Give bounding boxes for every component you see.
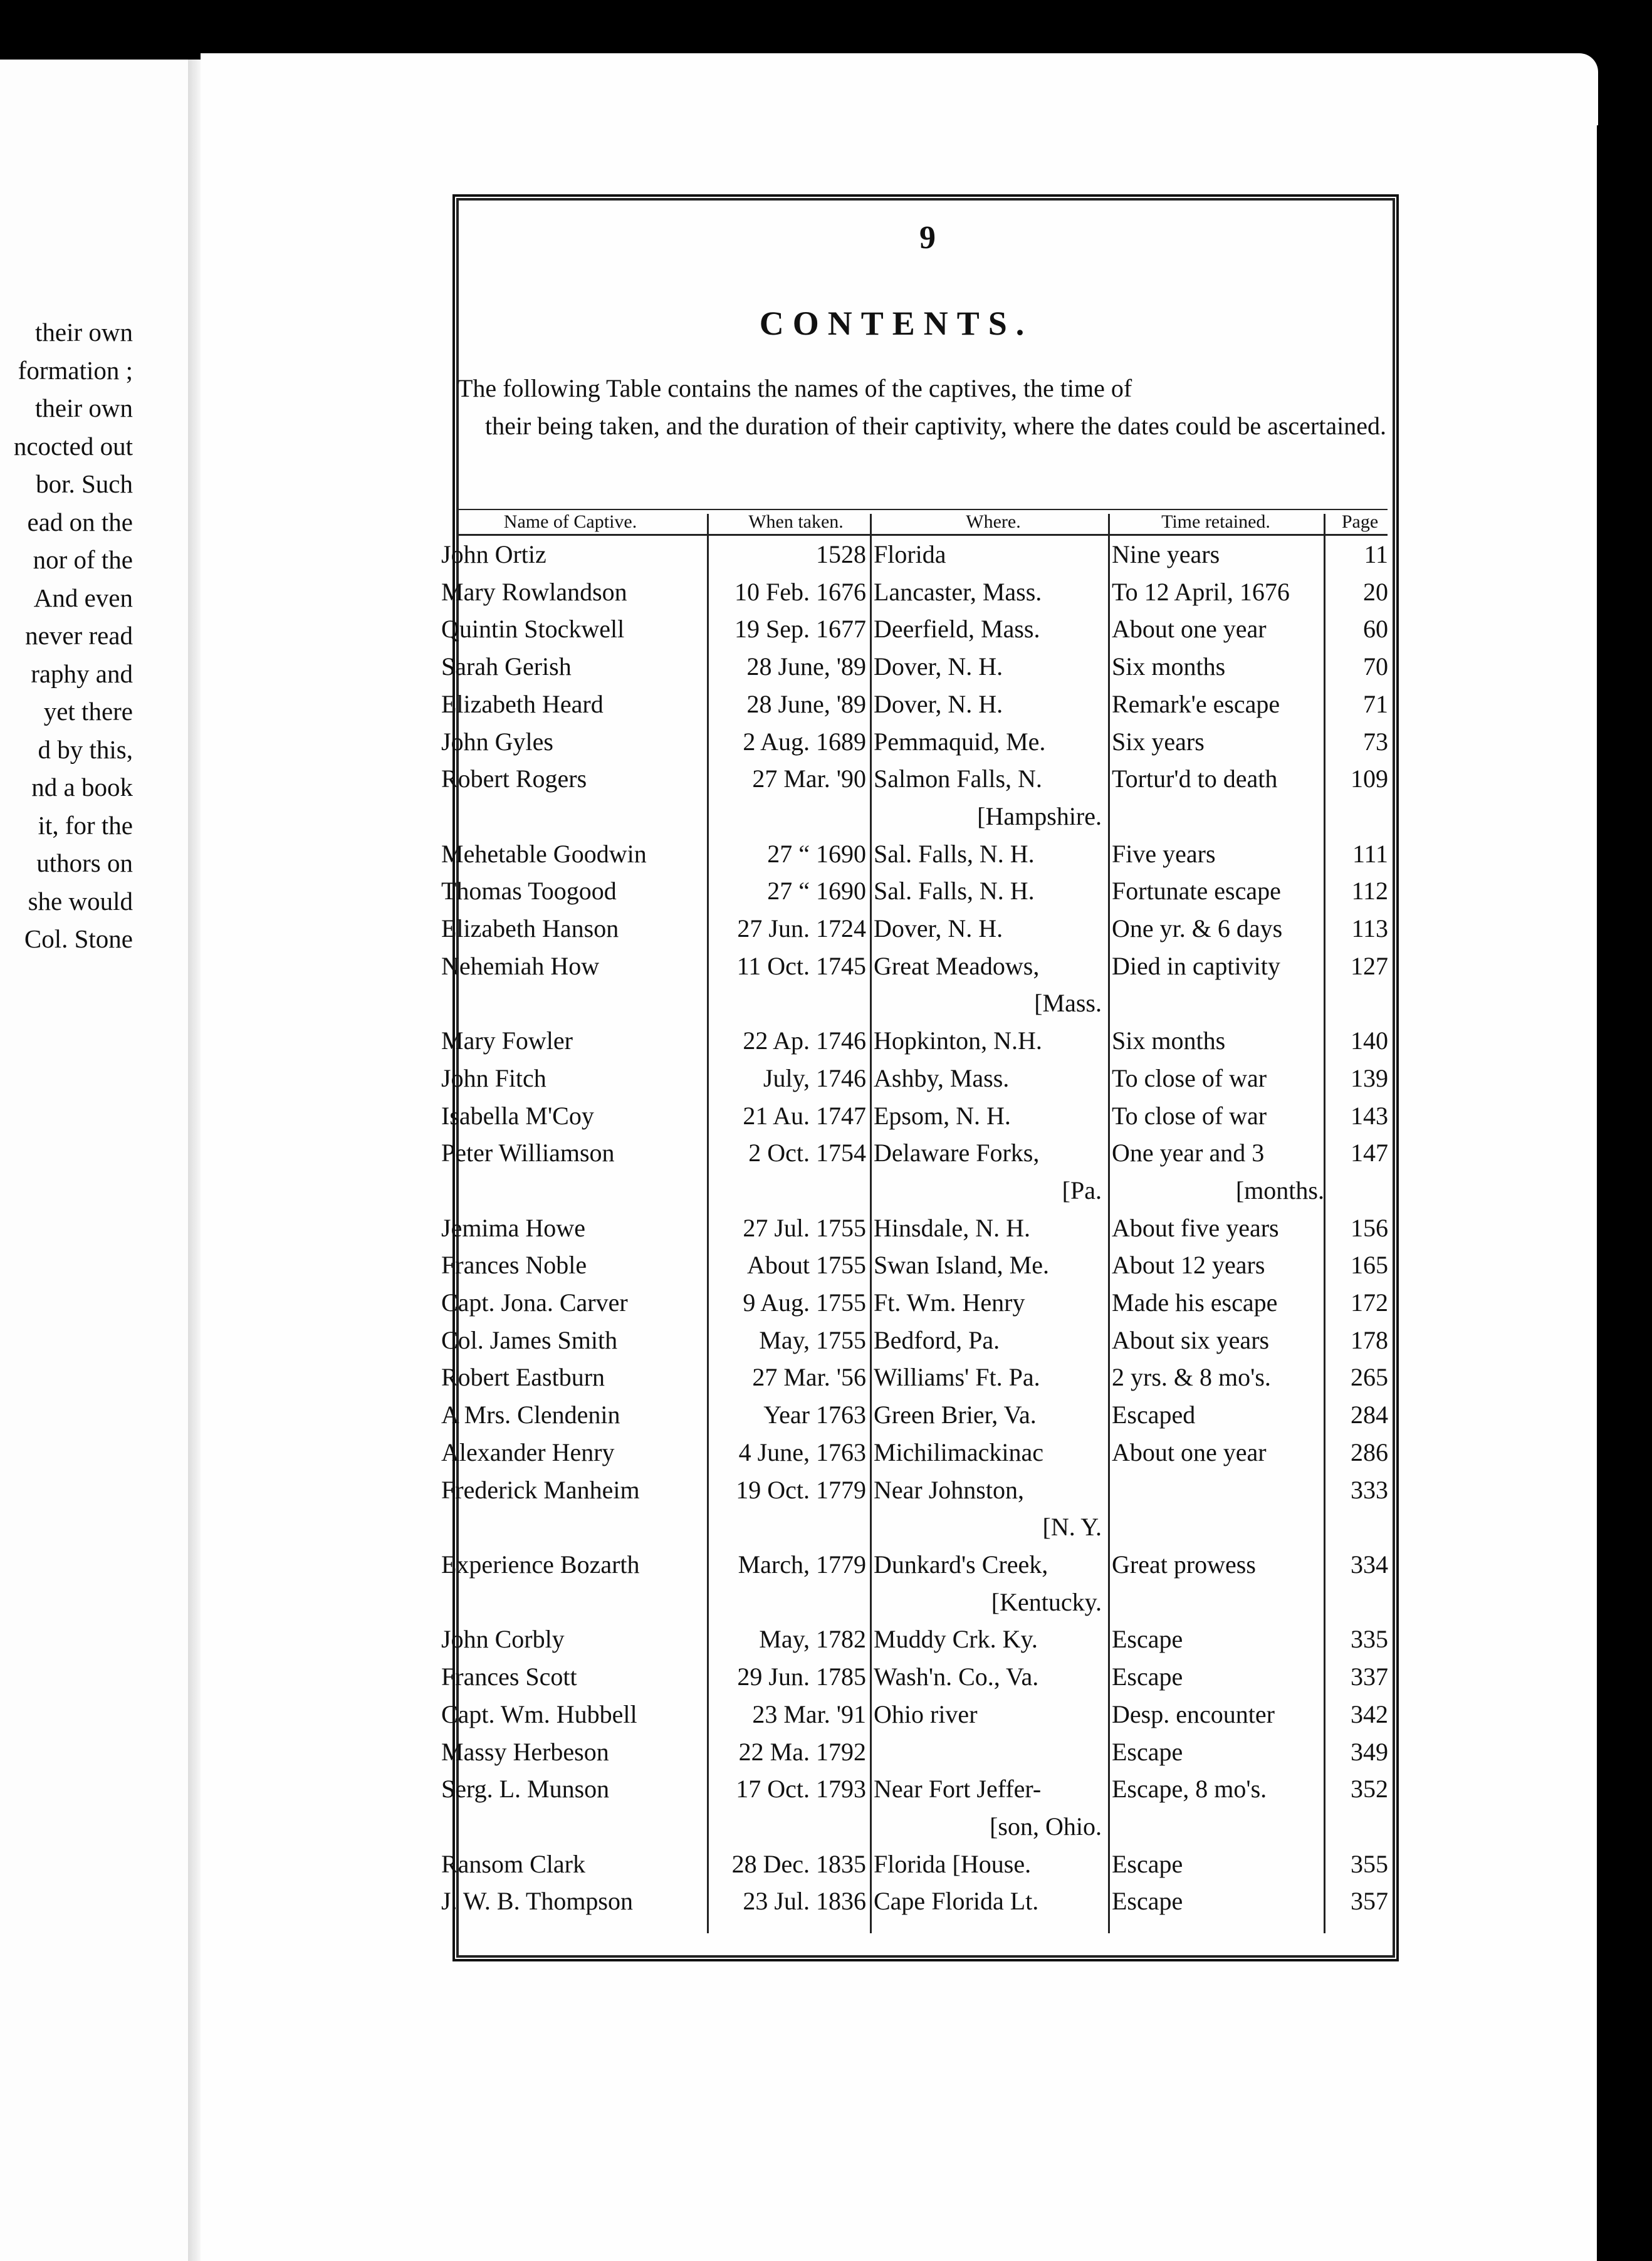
- page-ref: 265: [1351, 1363, 1388, 1392]
- place-taken: [N. Y.: [1042, 1513, 1102, 1542]
- date-taken: May, 1782: [759, 1625, 866, 1654]
- time-retained: Six months: [1112, 1026, 1226, 1055]
- page-ref: [1332, 1584, 1394, 1621]
- place-taken: [Kentucky.: [991, 1587, 1102, 1616]
- time-retained: About six years: [1112, 1325, 1270, 1354]
- table-row: [439, 648, 1394, 686]
- place-taken: Hinsdale, N. H.: [874, 1213, 1030, 1242]
- page-ref: 335: [1351, 1625, 1388, 1654]
- time-retained: About 12 years: [1112, 1251, 1265, 1280]
- time-retained: Escape: [1112, 1887, 1183, 1916]
- place-taken: Deerfield, Mass.: [874, 615, 1040, 644]
- table-row: [439, 798, 1394, 835]
- place-taken: Florida: [874, 540, 946, 568]
- table-row: [439, 1322, 1394, 1359]
- table-row: [439, 1022, 1394, 1060]
- time-retained: [1109, 1584, 1332, 1621]
- place-taken: Wash'n. Co., Va.: [874, 1663, 1039, 1691]
- table-row: [439, 1284, 1394, 1322]
- time-retained: Tortur'd to death: [1112, 765, 1278, 793]
- date-taken: [708, 1584, 871, 1621]
- place-taken: Sal. Falls, N. H.: [874, 877, 1035, 906]
- date-taken: 9 Aug. 1755: [743, 1288, 866, 1317]
- page-ref: [1332, 1508, 1394, 1546]
- table-row: [439, 1584, 1394, 1621]
- captive-name: Capt. Wm. Hubbell: [441, 1700, 637, 1728]
- page-number: 9: [919, 220, 936, 256]
- place-taken: Near Johnston,: [874, 1475, 1024, 1504]
- table-row: [439, 1546, 1394, 1584]
- date-taken: 2 Aug. 1689: [743, 727, 866, 756]
- page-ref: 286: [1351, 1438, 1388, 1466]
- left-page-line: uthors on: [36, 849, 133, 877]
- place-taken: Florida [House.: [874, 1849, 1032, 1878]
- page-ref: 70: [1363, 652, 1388, 681]
- time-retained: Six months: [1112, 652, 1226, 681]
- left-page-line: ncocted out: [13, 431, 133, 461]
- captive-name: Capt. Jona. Carver: [441, 1288, 628, 1317]
- captive-name: Elizabeth Hanson: [441, 914, 619, 943]
- captive-name: Massy Herbeson: [441, 1737, 609, 1766]
- captives-table: [439, 536, 1394, 1920]
- place-taken: Ohio river: [874, 1700, 978, 1728]
- captive-name: Mary Fowler: [441, 1026, 573, 1055]
- time-retained: Made his escape: [1112, 1288, 1278, 1317]
- date-taken: May, 1755: [759, 1325, 866, 1354]
- time-retained: Died in captivity: [1112, 951, 1280, 980]
- date-taken: July, 1746: [763, 1063, 866, 1092]
- contents-heading: CONTENTS.: [759, 305, 1033, 342]
- place-taken: Dunkard's Creek,: [874, 1550, 1048, 1579]
- date-taken: 27 Jun. 1724: [737, 914, 866, 943]
- place-taken: Williams' Ft. Pa.: [874, 1363, 1040, 1392]
- captive-name: Thomas Toogood: [441, 877, 617, 906]
- column-header-where: Where.: [966, 511, 1021, 532]
- page-ref: 334: [1351, 1550, 1388, 1579]
- date-taken: 28 June, '89: [746, 689, 866, 718]
- time-retained: Nine years: [1112, 540, 1220, 568]
- page-ref: 172: [1351, 1288, 1388, 1317]
- header-rule-top: [457, 509, 1388, 510]
- left-page-line: ead on the: [27, 507, 133, 536]
- page-ref: 143: [1351, 1101, 1388, 1130]
- captive-name: Mehetable Goodwin: [441, 839, 647, 868]
- page-ref: 352: [1351, 1775, 1388, 1804]
- page-ref: 73: [1363, 727, 1388, 756]
- date-taken: 27 “ 1690: [767, 877, 866, 906]
- place-taken: Ft. Wm. Henry: [874, 1288, 1025, 1317]
- captive-name: John Fitch: [441, 1063, 546, 1092]
- date-taken: [708, 798, 871, 835]
- table-row: [439, 1882, 1394, 1920]
- table-row: [439, 1209, 1394, 1247]
- time-retained: Escape: [1112, 1663, 1183, 1691]
- page-ref: 147: [1351, 1139, 1388, 1167]
- page-edge-shadow: [1597, 125, 1652, 2261]
- time-retained: Escape, 8 mo's.: [1112, 1775, 1267, 1804]
- table-row: [439, 1621, 1394, 1658]
- place-taken: Great Meadows,: [874, 951, 1040, 980]
- table-row: [439, 1434, 1394, 1471]
- captive-name: J. W. B. Thompson: [441, 1887, 633, 1916]
- left-page-text: [0, 313, 133, 958]
- date-taken: Year 1763: [763, 1401, 866, 1429]
- place-taken: Michilimackinac: [874, 1438, 1044, 1466]
- table-row: [439, 948, 1394, 985]
- page-ref: 71: [1363, 689, 1388, 718]
- place-taken: Hopkinton, N.H.: [874, 1026, 1042, 1055]
- time-retained: [1109, 1508, 1332, 1546]
- place-taken: Delaware Forks,: [874, 1139, 1040, 1167]
- date-taken: 29 Jun. 1785: [737, 1663, 866, 1691]
- captive-name: Peter Williamson: [441, 1139, 615, 1167]
- page-ref: 112: [1351, 877, 1388, 906]
- date-taken: 28 Dec. 1835: [731, 1849, 866, 1878]
- captive-name: Frederick Manheim: [441, 1475, 640, 1504]
- table-row: [439, 1134, 1394, 1172]
- left-page-line: formation ;: [18, 355, 133, 385]
- date-taken: 19 Oct. 1779: [736, 1475, 866, 1504]
- place-taken: Muddy Crk. Ky.: [874, 1625, 1038, 1654]
- captive-name: Frances Noble: [441, 1251, 587, 1280]
- date-taken: [708, 1808, 871, 1846]
- date-taken: 23 Jul. 1836: [743, 1887, 866, 1916]
- table-row: [439, 1359, 1394, 1396]
- date-taken: [708, 984, 871, 1022]
- place-taken: Dover, N. H.: [874, 652, 1003, 681]
- place-taken: Swan Island, Me.: [874, 1251, 1049, 1280]
- time-retained: Escape: [1112, 1737, 1183, 1766]
- date-taken: 17 Oct. 1793: [736, 1775, 866, 1804]
- table-row: [439, 760, 1394, 798]
- place-taken: [son, Ohio.: [990, 1812, 1102, 1841]
- table-row: [439, 610, 1394, 648]
- captive-name: Elizabeth Heard: [441, 689, 604, 718]
- page-ref: 156: [1351, 1213, 1388, 1242]
- time-retained: Five years: [1112, 839, 1216, 868]
- table-row: [439, 1770, 1394, 1808]
- place-taken: Green Brier, Va.: [874, 1401, 1037, 1429]
- time-retained: About one year: [1112, 1438, 1267, 1466]
- date-taken: 2 Oct. 1754: [748, 1139, 866, 1167]
- place-taken: Salmon Falls, N.: [874, 765, 1042, 793]
- captive-name: [439, 798, 708, 835]
- time-retained: About one year: [1112, 615, 1267, 644]
- time-retained: Escaped: [1112, 1401, 1196, 1429]
- time-retained: Remark'e escape: [1112, 689, 1280, 718]
- time-retained: One year and 3: [1112, 1139, 1265, 1167]
- captive-name: John Ortiz: [441, 540, 546, 568]
- left-page-line: their own: [35, 318, 133, 347]
- time-retained: Great prowess: [1112, 1550, 1256, 1579]
- left-page-line: it, for the: [38, 810, 133, 840]
- captive-name: Quintin Stockwell: [441, 615, 625, 644]
- place-taken: Pemmaquid, Me.: [874, 727, 1046, 756]
- date-taken: 23 Mar. '91: [752, 1700, 866, 1728]
- left-page-line: Col. Stone: [24, 924, 133, 953]
- left-page-line: bor. Such: [36, 469, 133, 498]
- date-taken: [708, 1172, 871, 1209]
- captive-name: Isabella M'Coy: [441, 1101, 594, 1130]
- page-ref: 111: [1352, 839, 1388, 868]
- captive-name: [439, 984, 708, 1022]
- place-taken: Near Fort Jeffer-: [874, 1775, 1042, 1804]
- left-page-line: their own: [35, 394, 133, 422]
- captive-name: Sarah Gerish: [441, 652, 572, 681]
- page-ref: 127: [1351, 951, 1388, 980]
- time-retained: About five years: [1112, 1213, 1279, 1242]
- column-header-when: When taken.: [748, 511, 844, 532]
- date-taken: 10 Feb. 1676: [735, 577, 866, 606]
- table-row: [439, 1658, 1394, 1696]
- captive-name: A Mrs. Clendenin: [441, 1401, 620, 1429]
- table-row: [439, 1060, 1394, 1097]
- left-page-line: d by this,: [38, 734, 133, 764]
- page-ref: 60: [1363, 615, 1388, 644]
- time-retained: To close of war: [1112, 1063, 1267, 1092]
- date-taken: 22 Ap. 1746: [743, 1026, 866, 1055]
- left-page-line: And even: [33, 583, 133, 612]
- left-page-line: nd a book: [31, 773, 133, 802]
- page-ref: 139: [1351, 1063, 1388, 1092]
- place-taken: [871, 1733, 1109, 1771]
- place-taken: Lancaster, Mass.: [874, 577, 1042, 606]
- column-header-time: Time retained.: [1161, 511, 1270, 532]
- place-taken: [Mass.: [1034, 989, 1102, 1018]
- date-taken: 27 Mar. '90: [752, 765, 866, 793]
- table-row: [439, 910, 1394, 948]
- place-taken: Cape Florida Lt.: [874, 1887, 1039, 1916]
- time-retained: Fortunate escape: [1112, 877, 1281, 906]
- left-page-line: never read: [25, 621, 133, 650]
- date-taken: March, 1779: [738, 1550, 866, 1579]
- page-ref: [1332, 798, 1394, 835]
- page-ref: [1332, 1172, 1394, 1209]
- book-gutter: [188, 60, 201, 2261]
- place-taken: Sal. Falls, N. H.: [874, 839, 1035, 868]
- table-row: [439, 1508, 1394, 1546]
- table-row: [439, 723, 1394, 761]
- table-row: [439, 835, 1394, 873]
- column-header-name: Name of Captive.: [503, 511, 637, 532]
- date-taken: 22 Ma. 1792: [738, 1737, 866, 1766]
- date-taken: 27 Jul. 1755: [743, 1213, 866, 1242]
- place-taken: Dover, N. H.: [874, 689, 1003, 718]
- table-row: [439, 1808, 1394, 1846]
- captive-name: Serg. L. Munson: [441, 1775, 610, 1804]
- page-ref: 333: [1351, 1475, 1388, 1504]
- table-row: [439, 1471, 1394, 1509]
- time-retained: [months.: [1235, 1176, 1324, 1204]
- captive-name: [439, 1808, 708, 1846]
- date-taken: 21 Au. 1747: [743, 1101, 866, 1130]
- captive-name: Jemima Howe: [441, 1213, 585, 1242]
- intro-first-line: The following Table contains the names of the captives, the time of: [457, 374, 1132, 402]
- intro-continuation: their being taken, and the duration of their captivity, where the dates could be ascertained.: [485, 412, 1386, 440]
- page-ref: 357: [1351, 1887, 1388, 1916]
- table-row: [439, 686, 1394, 723]
- time-retained: [1109, 984, 1332, 1022]
- table-row: [439, 536, 1394, 573]
- date-taken: 11 Oct. 1745: [736, 951, 866, 980]
- captive-name: Frances Scott: [441, 1663, 577, 1691]
- table-row: [439, 1846, 1394, 1883]
- place-taken: Ashby, Mass.: [874, 1063, 1010, 1092]
- page-ref: 20: [1363, 577, 1388, 606]
- captive-name: Robert Rogers: [441, 765, 587, 793]
- table-row: [439, 1733, 1394, 1771]
- date-taken: 28 June, '89: [746, 652, 866, 681]
- table-row: [439, 872, 1394, 910]
- time-retained: Desp. encounter: [1112, 1700, 1275, 1728]
- table-row: [439, 984, 1394, 1022]
- left-page-line: raphy and: [31, 659, 133, 688]
- date-taken: 27 “ 1690: [767, 839, 866, 868]
- table-row: [439, 1396, 1394, 1434]
- table-row: [439, 1696, 1394, 1733]
- table-row: [439, 573, 1394, 611]
- time-retained: To close of war: [1112, 1101, 1267, 1130]
- place-taken: [Hampshire.: [977, 802, 1102, 830]
- page-ref: 11: [1364, 540, 1388, 568]
- page-ref: 342: [1351, 1700, 1388, 1728]
- time-retained: Escape: [1112, 1849, 1183, 1878]
- column-header-page: Page: [1341, 511, 1379, 532]
- captive-name: [439, 1172, 708, 1209]
- captive-name: Ransom Clark: [441, 1849, 585, 1878]
- place-taken: Epsom, N. H.: [874, 1101, 1011, 1130]
- page-ref: [1332, 1808, 1394, 1846]
- page-ref: 109: [1351, 765, 1388, 793]
- date-taken: 27 Mar. '56: [752, 1363, 866, 1392]
- place-taken: Dover, N. H.: [874, 914, 1003, 943]
- time-retained: [1109, 1808, 1332, 1846]
- left-facing-page: [0, 60, 188, 2261]
- intro-paragraph: [457, 370, 1391, 445]
- left-page-line: she would: [28, 886, 133, 916]
- captive-name: Nehemiah How: [441, 951, 600, 980]
- time-retained: Escape: [1112, 1625, 1183, 1654]
- page-ref: 178: [1351, 1325, 1388, 1354]
- place-taken: [Pa.: [1062, 1176, 1102, 1204]
- captive-name: Col. James Smith: [441, 1325, 618, 1354]
- captive-name: John Gyles: [441, 727, 553, 756]
- table-row: [439, 1097, 1394, 1135]
- captive-name: [439, 1584, 708, 1621]
- left-page-line: nor of the: [33, 545, 133, 574]
- page-ref: [1332, 984, 1394, 1022]
- date-taken: 1528: [816, 540, 866, 568]
- time-retained: To 12 April, 1676: [1112, 577, 1290, 606]
- captive-name: [439, 1508, 708, 1546]
- page-ref: 337: [1351, 1663, 1388, 1691]
- page-ref: 355: [1351, 1849, 1388, 1878]
- page-ref: 165: [1351, 1251, 1388, 1280]
- date-taken: About 1755: [747, 1251, 866, 1280]
- date-taken: 4 June, 1763: [738, 1438, 866, 1466]
- left-page-line: yet there: [43, 697, 133, 726]
- time-retained: One yr. & 6 days: [1112, 914, 1283, 943]
- time-retained: [1109, 1471, 1332, 1509]
- page-ref: 140: [1351, 1026, 1388, 1055]
- table-row: [439, 1246, 1394, 1284]
- place-taken: Bedford, Pa.: [874, 1325, 1000, 1354]
- date-taken: 19 Sep. 1677: [735, 615, 866, 644]
- captive-name: Experience Bozarth: [441, 1550, 640, 1579]
- captive-name: Mary Rowlandson: [441, 577, 627, 606]
- captives-table-body: [439, 536, 1394, 1920]
- page-ref: 349: [1351, 1737, 1388, 1766]
- captive-name: John Corbly: [441, 1625, 565, 1654]
- table-row: [439, 1172, 1394, 1209]
- time-retained: [1109, 798, 1332, 835]
- date-taken: [708, 1508, 871, 1546]
- captive-name: Alexander Henry: [441, 1438, 615, 1466]
- time-retained: Six years: [1112, 727, 1205, 756]
- page-ref: 284: [1351, 1401, 1388, 1429]
- captive-name: Robert Eastburn: [441, 1363, 605, 1392]
- time-retained: 2 yrs. & 8 mo's.: [1112, 1363, 1271, 1392]
- page-ref: 113: [1351, 914, 1388, 943]
